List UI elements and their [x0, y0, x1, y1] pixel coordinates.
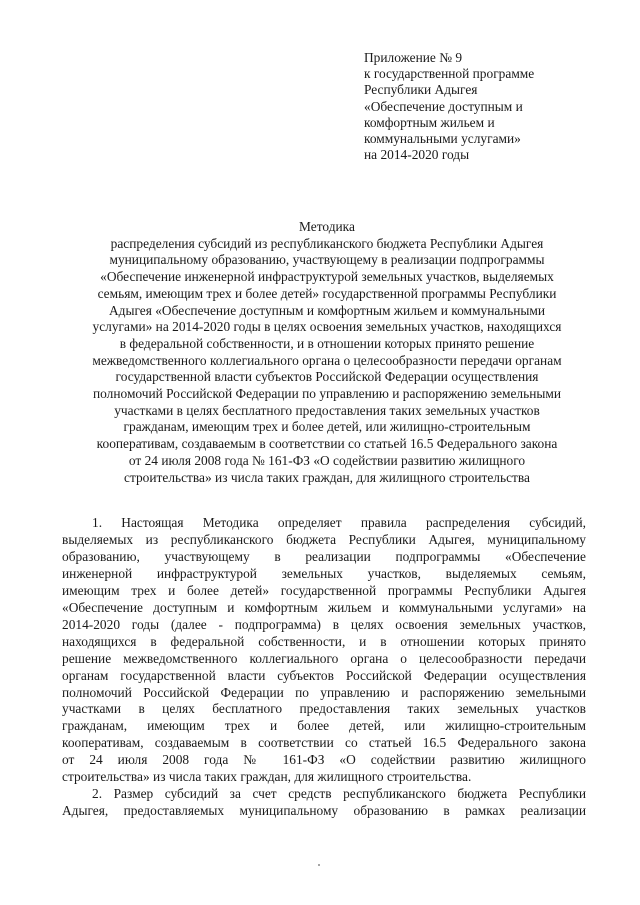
body-line: органам государственной власти субъектов Российской Федерации осуществления [62, 667, 586, 683]
title-line: распределения субсидий из республиканского бюджета Республики Адыгея [110, 235, 544, 251]
appendix-line: «Обеспечение доступным и [364, 98, 523, 114]
document-title [62, 219, 592, 486]
title-line: семьям, имеющим трех и более детей» государственной программы Республики [97, 285, 557, 301]
title-line: услугами» на 2014-2020 годы в целях освоения земельных участков, находящихся [92, 319, 562, 335]
body-line: строительства» из числа таких граждан, для жилищного строительства. [62, 769, 472, 785]
body-line: 1. Настоящая Методика определяет правила распределения субсидий, [92, 515, 586, 530]
body-line: выделяемых из республиканского бюджета Республики Адыгея, муниципальному [62, 531, 586, 547]
body-line: «Обеспечение доступным и комфортным жильем и коммунальными услугами» на [62, 599, 586, 615]
title-line: Адыгея «Обеспечение доступным и комфортным жильем и коммунальными [108, 302, 546, 318]
title-heading: Методика [299, 219, 355, 234]
body-line: находящихся в федеральной собственности, и в отношении которых принято [62, 633, 586, 649]
body-line: решение межведомственного коллегиального органа о целесообразности передачи [62, 650, 586, 666]
title-line: гражданам, имеющим трех и более детей, или жилищно-строительным [123, 419, 531, 435]
paragraph-1 [62, 515, 586, 786]
appendix-line: к государственной программе [364, 66, 535, 82]
title-line: от 24 июля 2008 года № 161-ФЗ «О содействии развитию жилищного [128, 452, 526, 468]
title-line: участками в целях бесплатного предоставления таких земельных участков [114, 402, 540, 418]
body-line: Адыгея, предоставляемых муниципальному образованию в рамках реализации [62, 803, 586, 819]
appendix-line: Приложение № 9 [364, 50, 463, 65]
body-line: 2. Размер субсидий за счет средств республиканского бюджета Республики [92, 786, 586, 802]
body-line: имеющим трех и более детей» государственной программы Республики Адыгея [62, 582, 586, 598]
appendix-header [364, 50, 614, 163]
body-line: инженерной инфраструктурой земельных участков, выделяемых семьям, [62, 565, 586, 581]
appendix-line: на 2014-2020 годы [364, 147, 470, 163]
body-line: участками в целях бесплатного предоставления таких земельных участков [62, 701, 586, 717]
body-line: 2014-2020 годы (далее - подпрограмма) в целях освоения земельных участков, [62, 616, 586, 632]
scan-speck [318, 864, 320, 866]
title-line: государственной власти субъектов Российской Федерации осуществления [115, 369, 539, 385]
appendix-line: Республики Адыгея [364, 82, 478, 98]
title-line: полномочий Российской Федерации по управлению и распоряжению земельными [92, 386, 562, 402]
appendix-line: коммунальными услугами» [364, 131, 521, 147]
body-line: от 24 июля 2008 года № 161-ФЗ «О содействии развитию жилищного [62, 752, 586, 768]
title-line: строительства» из числа таких граждан, для жилищного строительства [124, 469, 530, 485]
appendix-line: комфортным жильем и [364, 114, 495, 130]
body-line: гражданам, имеющим трех и более детей, или жилищно-строительным [62, 718, 586, 734]
body-line: кооперативам, создаваемым в соответствии со статьей 16.5 Федерального закона [62, 735, 586, 751]
body-line: образованию, участвующему в реализации подпрограммы «Обеспечение [62, 548, 586, 564]
body-line: полномочий Российской Федерации по управлению и распоряжению земельными [62, 684, 586, 700]
paragraph-2 [62, 786, 586, 820]
title-line: кооперативам, создаваемым в соответствии со статьей 16.5 Федерального закона [96, 436, 558, 452]
title-line: в федеральной собственности, и в отношении которых принято решение [119, 335, 535, 351]
document-body [62, 515, 586, 820]
title-line: муниципальному образованию, участвующему в реализации подпрограммы [109, 252, 545, 268]
title-line: «Обеспечение инженерной инфраструктурой земельных участков, выделяемых [100, 269, 554, 285]
title-line: межведомственного коллегиального органа о целесообразности передачи органам [92, 352, 562, 368]
